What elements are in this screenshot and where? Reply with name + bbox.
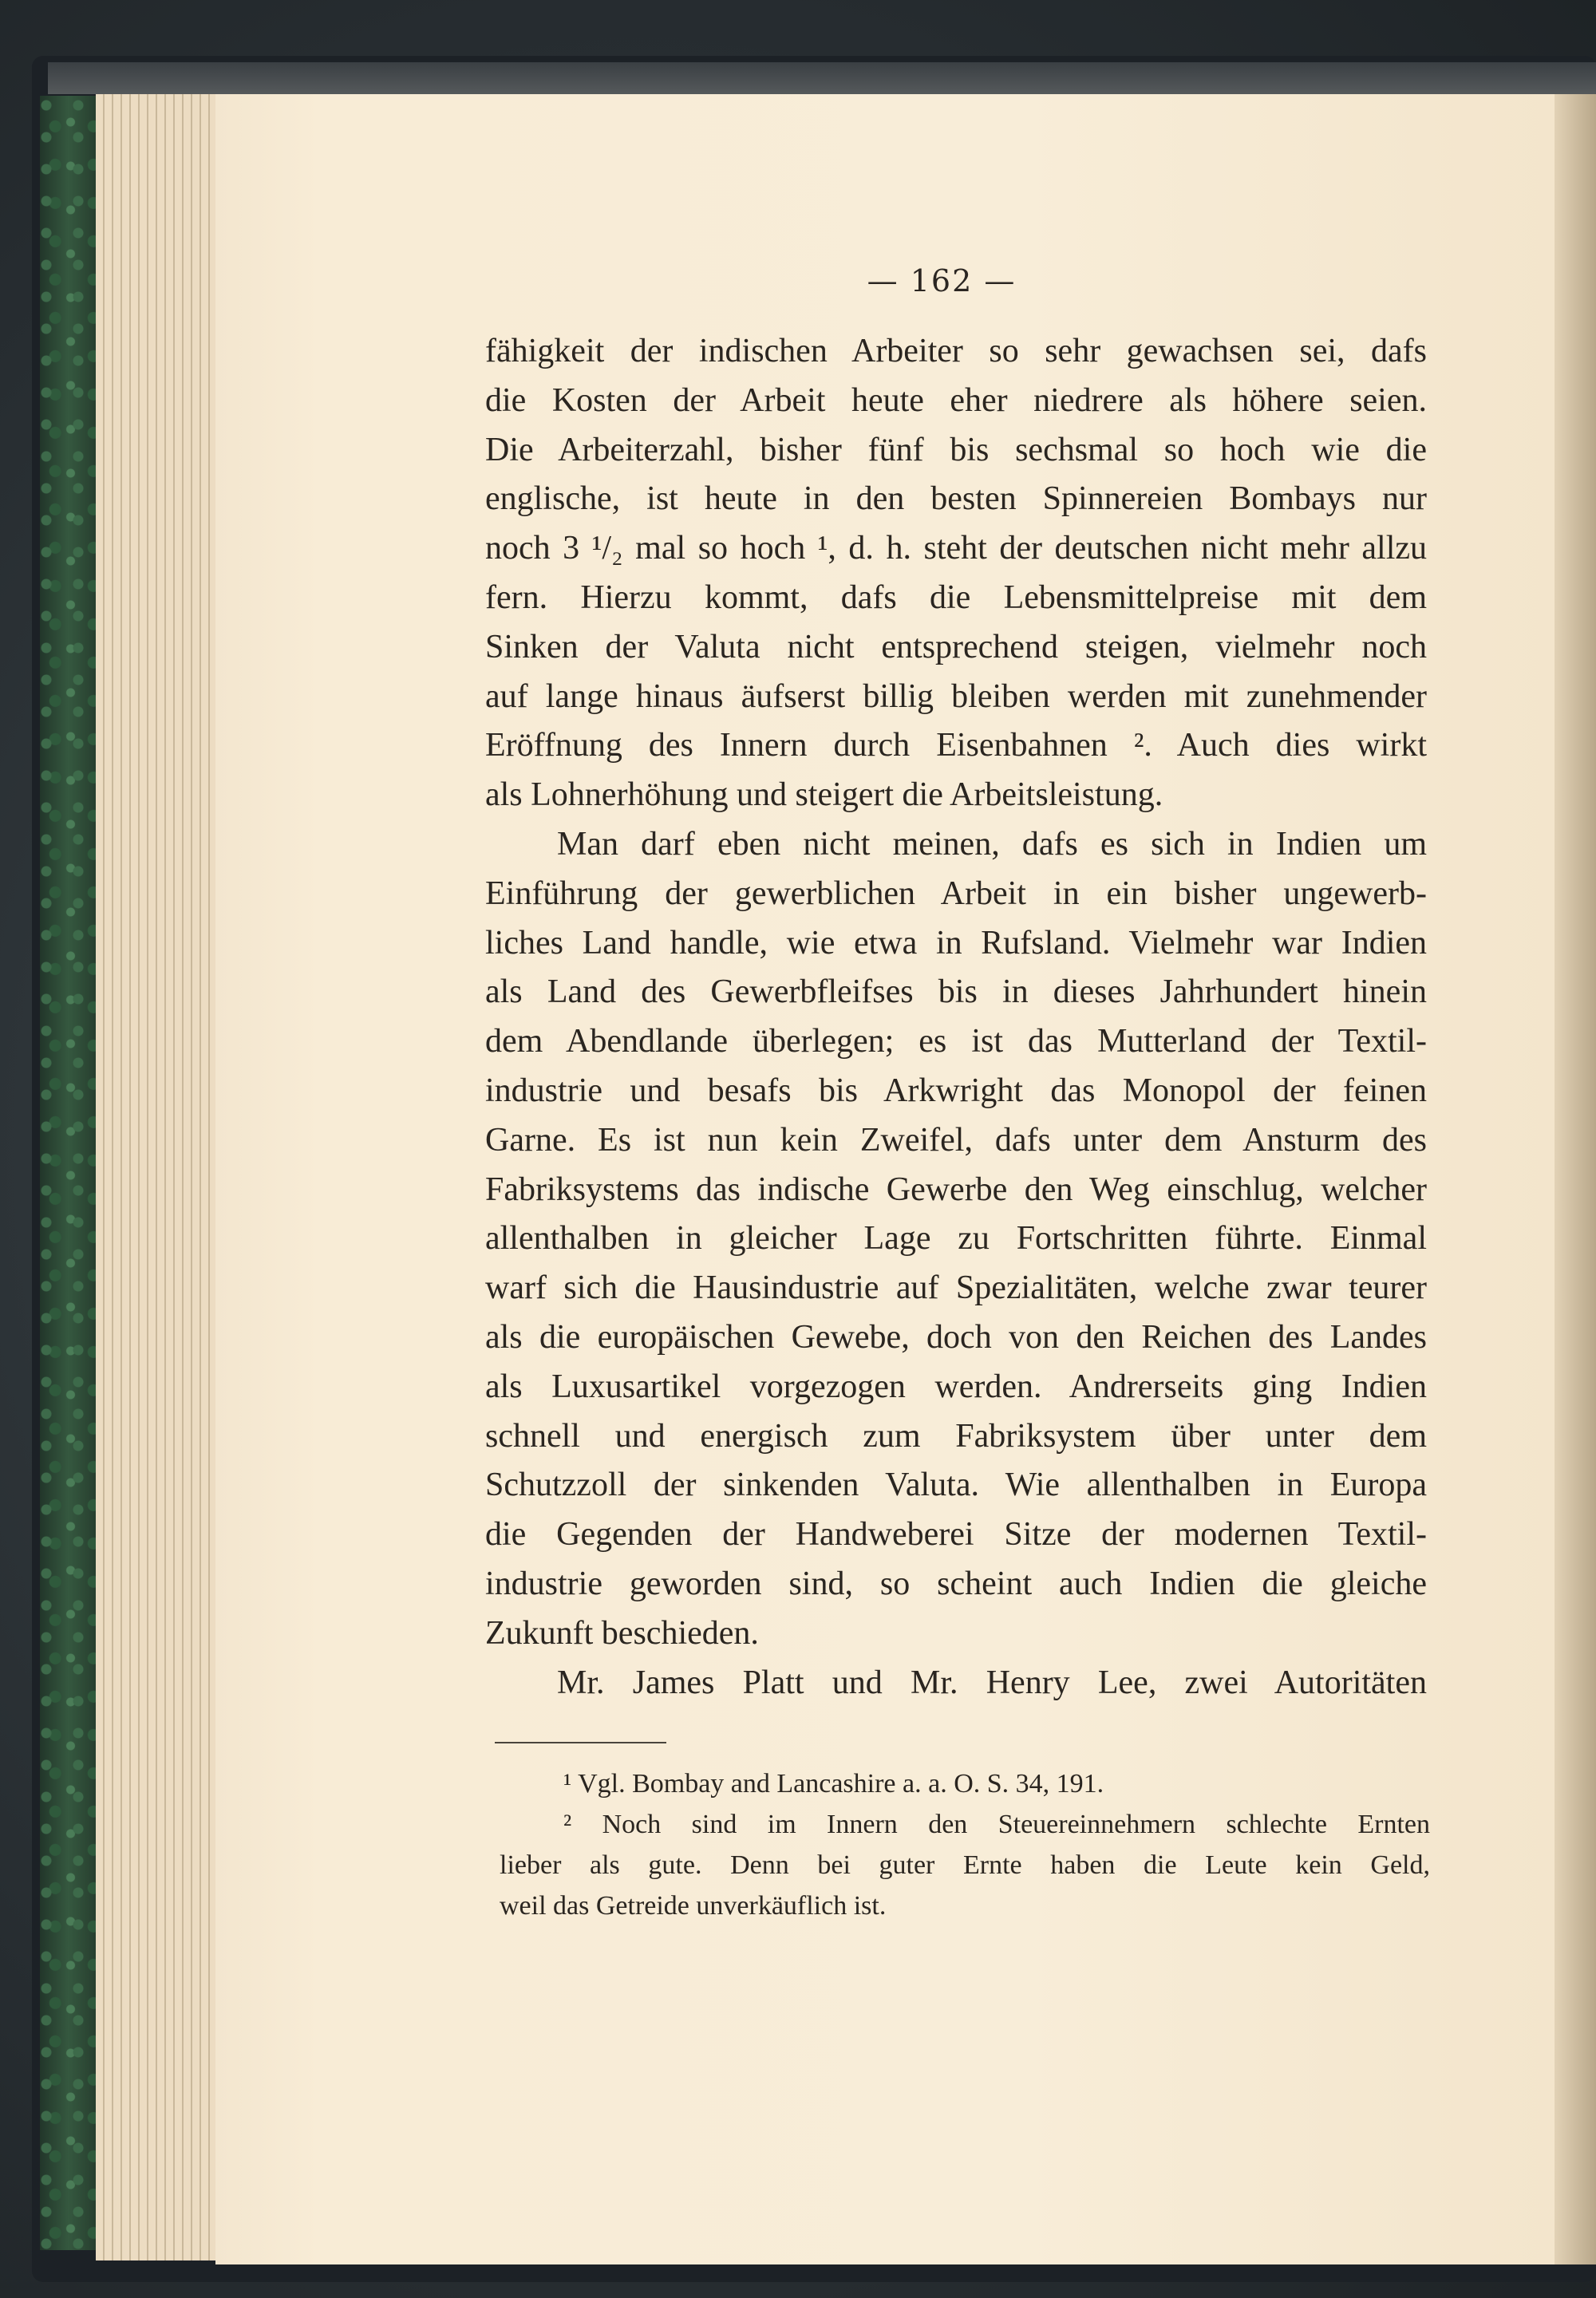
footnote-line: ² Noch sind im Innern den Steuereinnehmern schlechte Ernten: [563, 1810, 1430, 1839]
text-line: als Lohnerhöhung und steigert die Arbeitsleistung.: [485, 776, 1163, 814]
text-line: Schutzzoll der sinkenden Valuta. Wie allenthalben in Europa: [485, 1467, 1427, 1504]
text-line: als Luxusartikel vorgezogen werden. Andrerseits ging Indien: [485, 1368, 1427, 1405]
text-line: englische, ist heute in den besten Spinnereien Bombays nur: [485, 480, 1427, 518]
text-line: Einführung der gewerblichen Arbeit in ein bisher ungewerb-: [485, 875, 1427, 912]
text-line: noch 3 ¹/₂ mal so hoch ¹, d. h. steht der deutschen nicht mehr allzu: [485, 530, 1427, 567]
text-line: industrie geworden sind, so scheint auch Indien die gleiche: [485, 1565, 1427, 1602]
text-line: Sinken der Valuta nicht entsprechend steigen, vielmehr noch: [485, 628, 1427, 665]
text-line: als Land des Gewerbfleifses bis in dieses Jahrhundert hinein: [485, 973, 1427, 1011]
page-stack-edges: [96, 94, 231, 2260]
body-text: [485, 327, 1427, 1708]
text-line: fähigkeit der indischen Arbeiter so sehr gewachsen sei, dafs: [485, 333, 1427, 369]
text-line: Eröffnung des Innern durch Eisenbahnen ². Auch dies wirkt: [485, 727, 1427, 764]
text-line: industrie und besafs bis Arkwright das Monopol der feinen: [485, 1072, 1427, 1109]
text-line: Die Arbeiterzahl, bisher fünf bis sechsmal so hoch wie die: [485, 431, 1427, 468]
page-number: — 162 —: [867, 263, 1017, 298]
footnote-line: weil das Getreide unverkäuflich ist.: [500, 1891, 887, 1921]
text-line: als die europäischen Gewebe, doch von den Reichen des Landes: [485, 1318, 1427, 1356]
text-line: Man darf eben nicht meinen, dafs es sich in Indien um: [557, 825, 1427, 863]
footnote-line: ¹ Vgl. Bombay and Lancashire a. a. O. S. 34, 191.: [563, 1769, 1104, 1799]
text-line: Zukunft beschieden.: [485, 1614, 759, 1652]
text-line: allenthalben in gleicher Lage zu Fortschritten führte. Einmal: [485, 1220, 1427, 1258]
footnotes: [500, 1763, 1430, 1926]
text-line: dem Abendlande überlegen; es ist das Mutterland der Textil-: [485, 1023, 1427, 1060]
text-line: auf lange hinaus äufserst billig bleiben werden mit zunehmender: [485, 677, 1427, 715]
text-line: Fabriksystems das indische Gewerbe den Weg einschlug, welcher: [485, 1171, 1427, 1208]
footnote-line: lieber als gute. Denn bei guter Ernte haben die Leute kein Geld,: [500, 1850, 1430, 1880]
text-line: die Gegenden der Handweberei Sitze der modernen Textil-: [485, 1516, 1427, 1554]
page-right-edge: [1555, 94, 1596, 2264]
text-line: schnell und energisch zum Fabriksystem über unter dem: [485, 1417, 1427, 1455]
text-line: die Kosten der Arbeit heute eher niedrere als höhere seien.: [485, 381, 1427, 419]
footnote-divider: [495, 1742, 666, 1743]
text-line: Garne. Es ist nun kein Zweifel, dafs unter dem Ansturm des: [485, 1121, 1427, 1159]
text-line: liches Land handle, wie etwa in Rufsland. Vielmehr war Indien: [485, 924, 1427, 961]
text-line: Mr. James Platt und Mr. Henry Lee, zwei Autoritäten: [557, 1664, 1427, 1701]
text-line: warf sich die Hausindustrie auf Spezialitäten, welche zwar teurer: [485, 1269, 1427, 1307]
cover-top-strip: [48, 62, 1596, 94]
text-line: fern. Hierzu kommt, dafs die Lebensmittelpreise mit dem: [485, 578, 1427, 616]
